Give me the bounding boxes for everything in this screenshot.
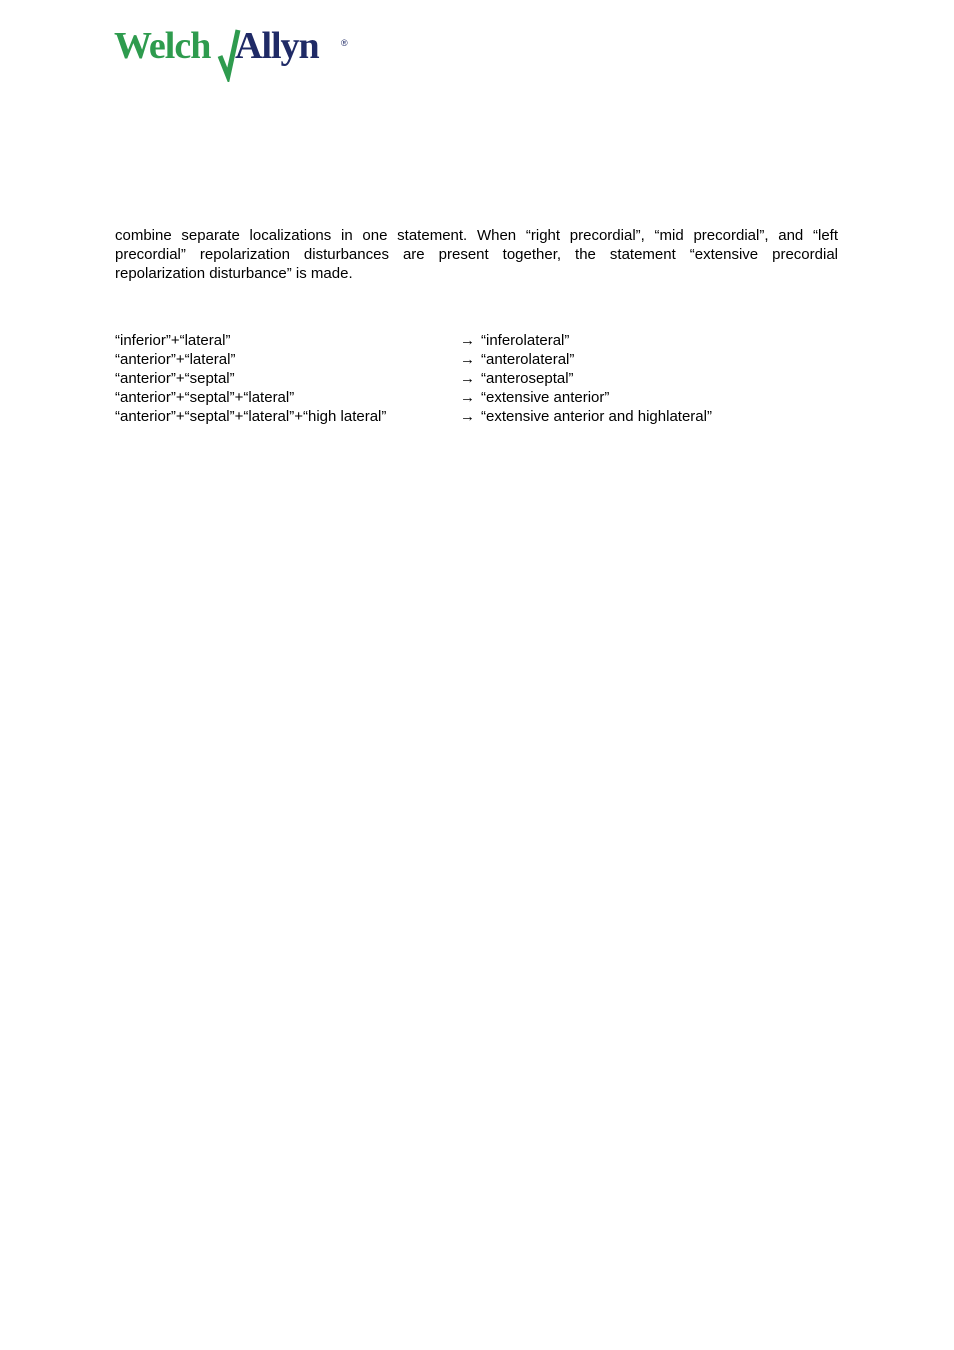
combination-input: “anterior”+“septal”+“lateral” — [115, 389, 295, 406]
combination-output: “extensive anterior” — [481, 389, 610, 406]
arrow-icon: → — [460, 351, 475, 368]
welch-allyn-logo-graphic — [114, 24, 354, 82]
combination-row — [115, 388, 838, 407]
body-paragraph: combine separate localizations in one statement. When “right precordial”, “mid precordial”, and “left precordial” repolarization disturbances are present together, the statement “extensive precordial repolarization disturbance” is made. — [115, 227, 838, 282]
arrow-icon: → — [460, 389, 475, 406]
combination-input: “anterior”+“septal”+“lateral”+“high lateral” — [115, 408, 387, 425]
combination-row — [115, 331, 838, 350]
logo-word-allyn: Allyn — [235, 25, 319, 67]
combination-row — [115, 407, 838, 426]
combination-output: “anterolateral” — [481, 351, 575, 368]
localization-combination-list — [115, 331, 838, 426]
combination-output: “extensive anterior and highlateral” — [481, 408, 712, 425]
combination-input: “anterior”+“septal” — [115, 370, 235, 387]
combination-input: “inferior”+“lateral” — [115, 332, 231, 349]
logo-registered-mark: ® — [341, 38, 348, 48]
combination-row — [115, 369, 838, 388]
combination-output: “anteroseptal” — [481, 370, 574, 387]
combination-output: “inferolateral” — [481, 332, 570, 349]
arrow-icon: → — [460, 408, 475, 425]
combination-input: “anterior”+“lateral” — [115, 351, 236, 368]
arrow-icon: → — [460, 370, 475, 387]
welch-allyn-logo — [114, 24, 354, 82]
arrow-icon: → — [460, 332, 475, 349]
combination-row — [115, 350, 838, 369]
logo-word-welch: Welch — [114, 25, 211, 67]
